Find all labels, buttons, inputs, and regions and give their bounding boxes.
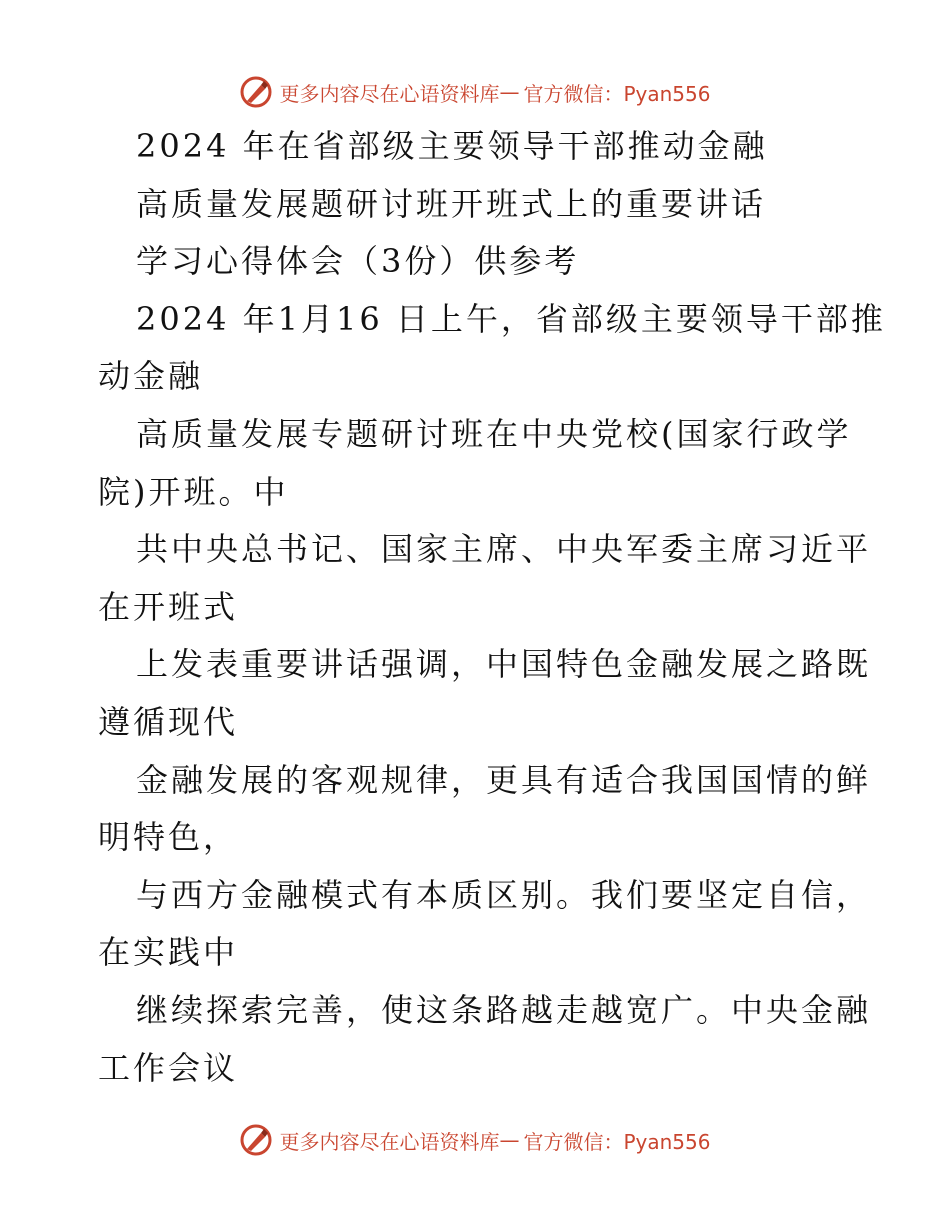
text-line: 动金融: [98, 357, 204, 396]
footer-watermark: [0, 1118, 950, 1162]
text-line: 学习心得体会（3份）供参考: [136, 242, 580, 281]
text-line: 共中央总书记、国家主席、中央军委主席习近平: [136, 530, 872, 569]
text-line: 高质量发展题研讨班开班式上的重要讲话: [136, 184, 767, 223]
text-line: 明特色，: [98, 818, 239, 857]
watermark-separator: —: [499, 1128, 520, 1152]
text-line: 高质量发展专题研讨班在中央党校(国家行政学: [136, 414, 852, 453]
text-line: 与西方金融模式有本质区别。我们要坚定自信，: [136, 875, 872, 914]
watermark-text: 更多内容尽在心语资料库: [279, 1129, 500, 1154]
watermark-wechat: 官方微信：Pyan556: [523, 1129, 711, 1154]
text-line: 在开班式: [98, 587, 239, 626]
text-line: 继续探索完善，使这条路越走越宽广。中央金融: [136, 990, 872, 1029]
header-watermark: [0, 70, 950, 114]
pen-logo-icon: [239, 75, 273, 109]
watermark-text: 更多内容尽在心语资料库: [279, 81, 500, 106]
text-line: 在实践中: [98, 933, 239, 972]
watermark-wechat: 官方微信：Pyan556: [523, 81, 711, 106]
text-line: 院)开班。中: [98, 472, 289, 511]
watermark-separator: —: [499, 80, 520, 104]
document-body: [98, 118, 886, 1097]
text-line: 金融发展的客观规律，更具有适合我国国情的鲜: [136, 760, 872, 799]
text-line: 上发表重要讲话强调，中国特色金融发展之路既: [136, 645, 872, 684]
text-line: 遵循现代: [98, 702, 239, 741]
pen-logo-icon: [239, 1123, 273, 1157]
text-line: 2024 年1月16 日上午，省部级主要领导干部推: [136, 299, 886, 338]
text-line: 2024 年在省部级主要领导干部推动金融: [136, 127, 768, 165]
text-line: 工作会议: [98, 1048, 239, 1087]
